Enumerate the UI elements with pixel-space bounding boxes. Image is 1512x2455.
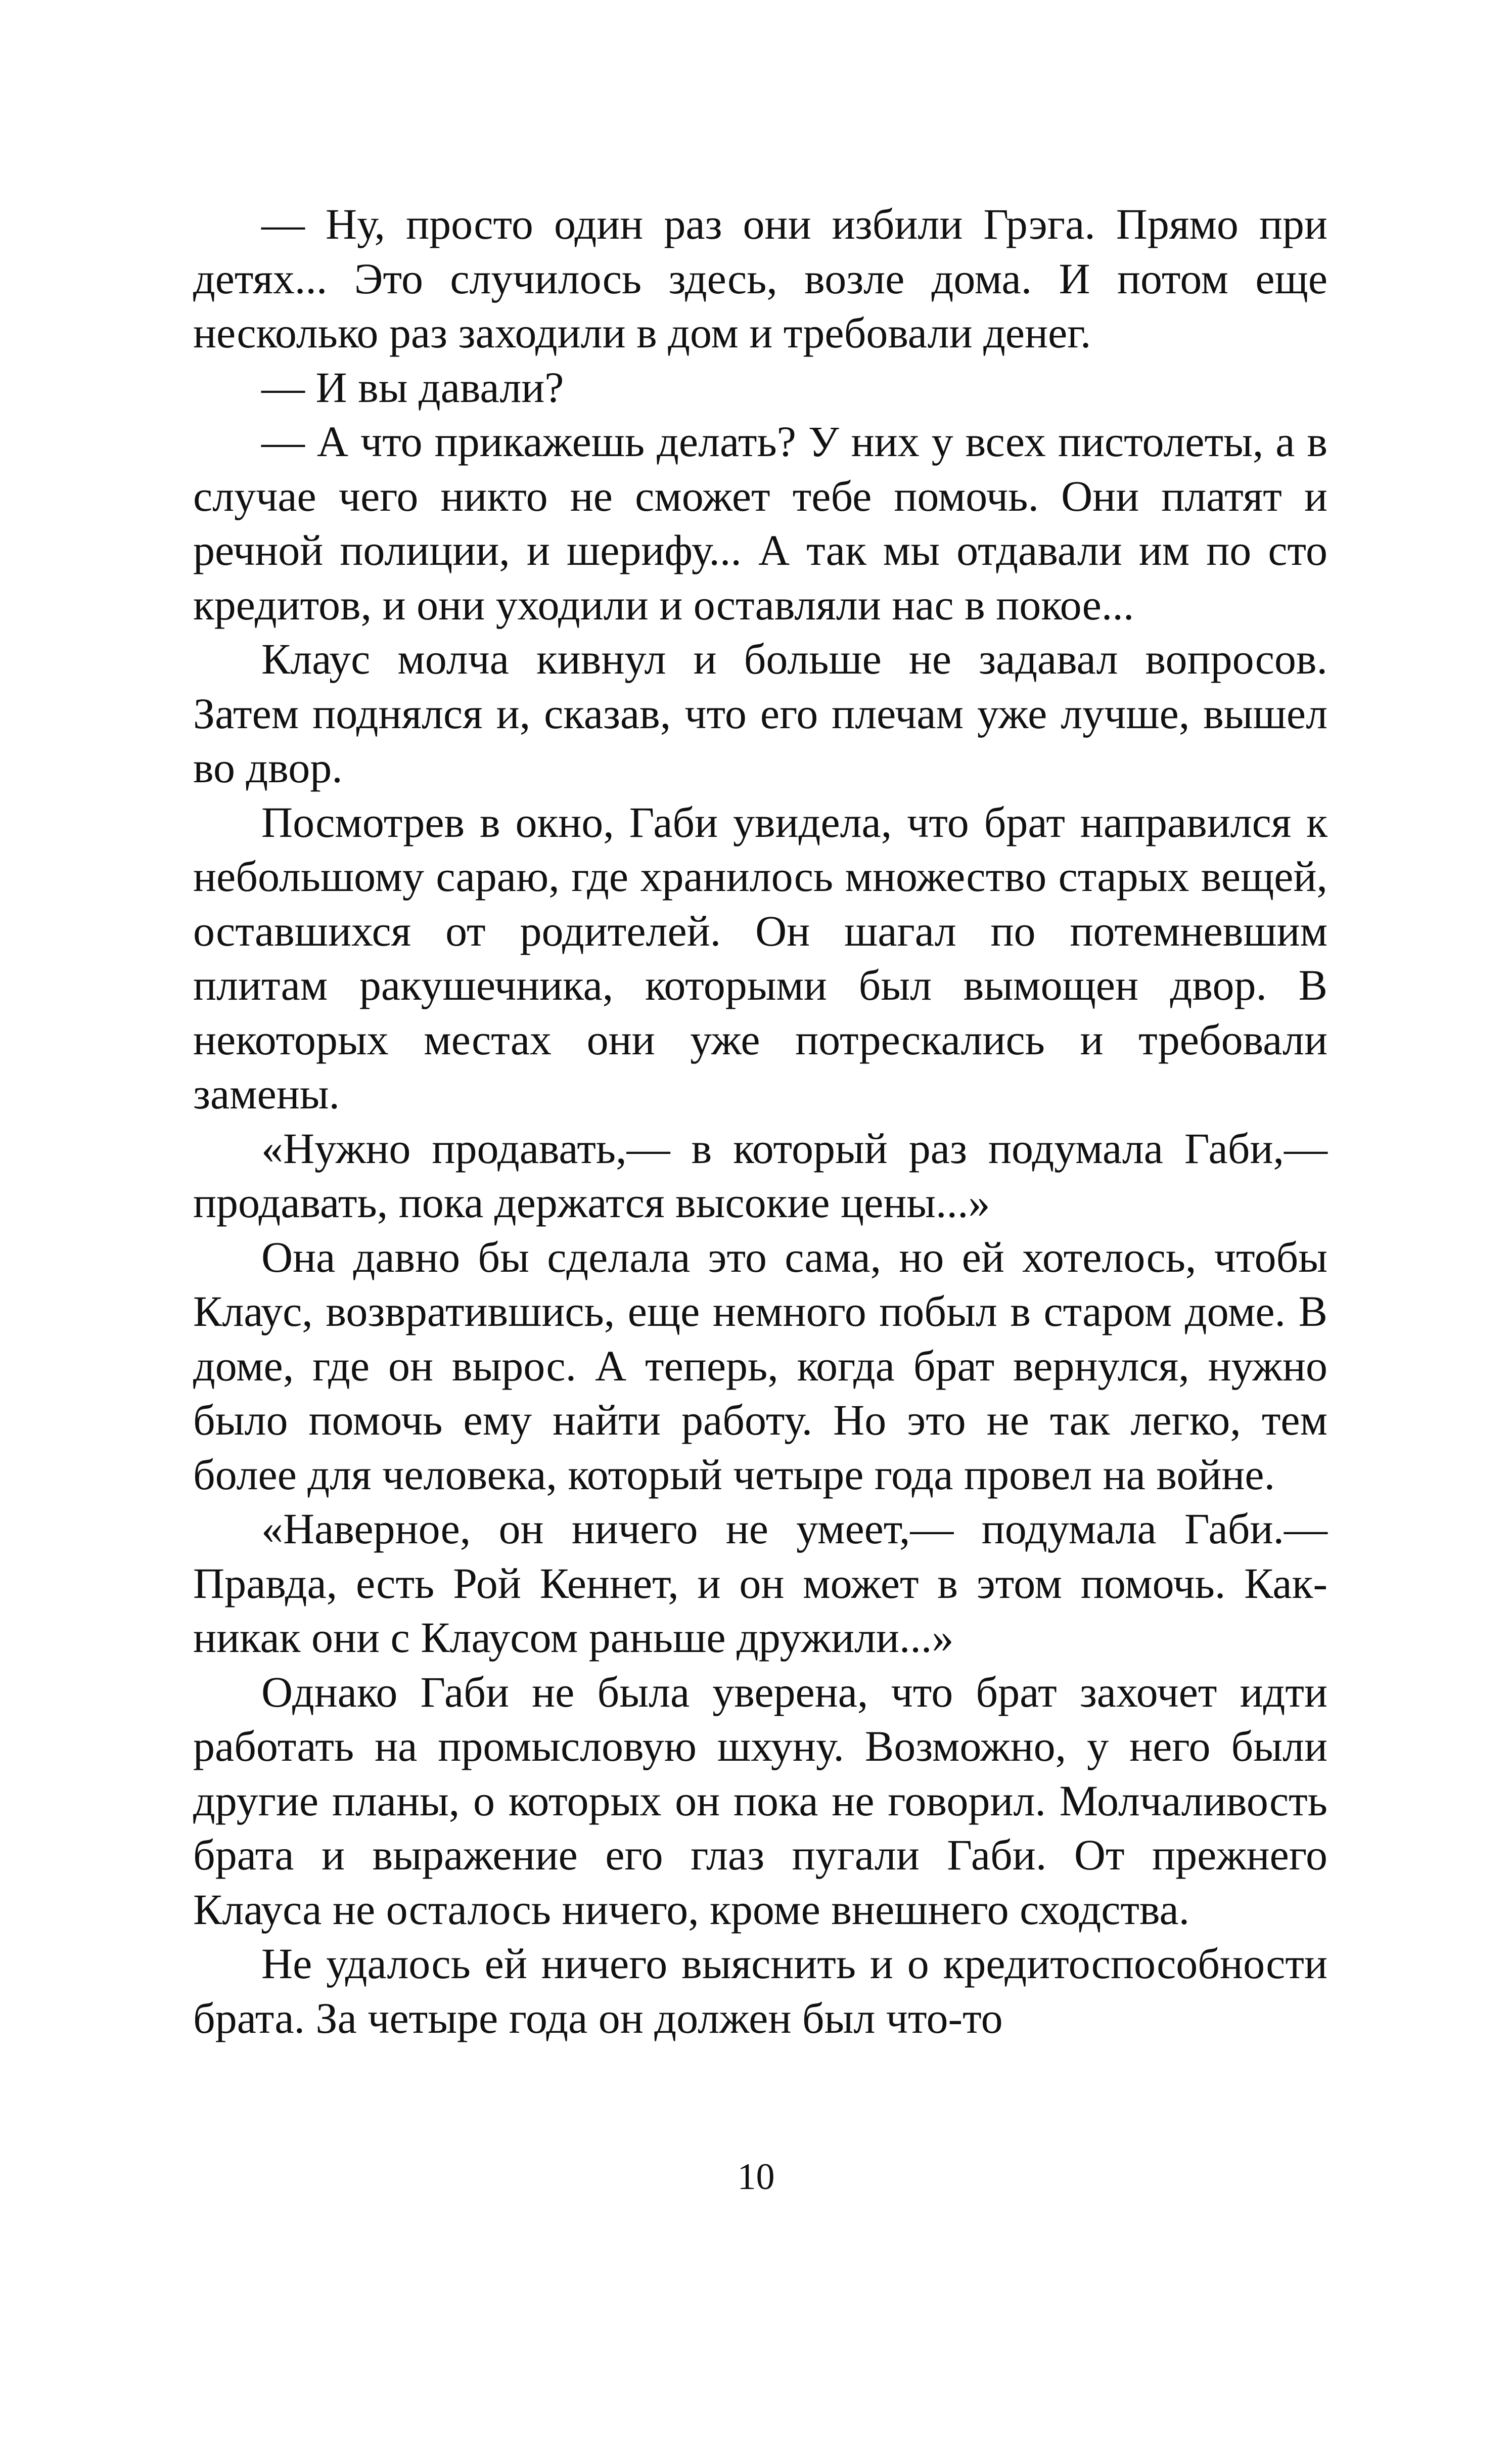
paragraph: — И вы давали? [261, 363, 564, 412]
page-body-text [193, 197, 1327, 2045]
paragraph: Не удалось ей ничего выяснить и о кредитоспособности брата. За четыре года он должен был что-то [193, 1939, 1327, 2042]
paragraph: Клаус молча кивнул и больше не задавал вопросов. Затем поднялся и, сказав, что его плечам уже лучше, вышел во двор. [193, 635, 1327, 792]
paragraph: Однако Габи не была уверена, что брат захочет идти работать на промысловую шхуну. Возможно, у него были другие планы, о которых он пока не говорил. Молчаливость брата и выражение его глаз пугали Габи. От прежнего Клауса не осталось ничего, кроме внешнего сходства. [193, 1667, 1327, 1934]
paragraph: «Нужно продавать,— в который раз подумала Габи,— продавать, пока держатся высокие цены...» [193, 1124, 1327, 1227]
paragraph: Она давно бы сделала это сама, но ей хотелось, чтобы Клаус, возвратившись, еще немного побыл в старом доме. В доме, где он вырос. А теперь, когда брат вернулся, нужно было помочь ему найти работу. Но это не так легко, тем более для человека, который четыре года провел на войне. [193, 1232, 1327, 1499]
paragraph: — А что прикажешь делать? У них у всех пистолеты, а в случае чего никто не сможет тебе помочь. Они платят и речной полиции, и шерифу... А так мы отдавали им по сто кредитов, и они уходили и оставляли нас в покое... [193, 417, 1327, 629]
paragraph: «Наверное, он ничего не умеет,— подумала Габи.— Правда, есть Рой Кеннет, и он может в этом помочь. Как-никак они с Клаусом раньше дружили...» [193, 1504, 1327, 1662]
paragraph: Посмотрев в окно, Габи увидела, что брат направился к небольшому сараю, где хранилось множество старых вещей, оставшихся от родителей. Он шагал по потемневшим плитам ракушечника, которыми был вымощен двор. В некоторых местах они уже потрескались и требовали замены. [193, 797, 1327, 1118]
paragraph: — Ну, просто один раз они избили Грэга. Прямо при детях... Это случилось здесь, возле дома. И потом еще несколько раз заходили в дом и требовали денег. [193, 200, 1327, 357]
page-number: 10 [737, 2156, 775, 2198]
